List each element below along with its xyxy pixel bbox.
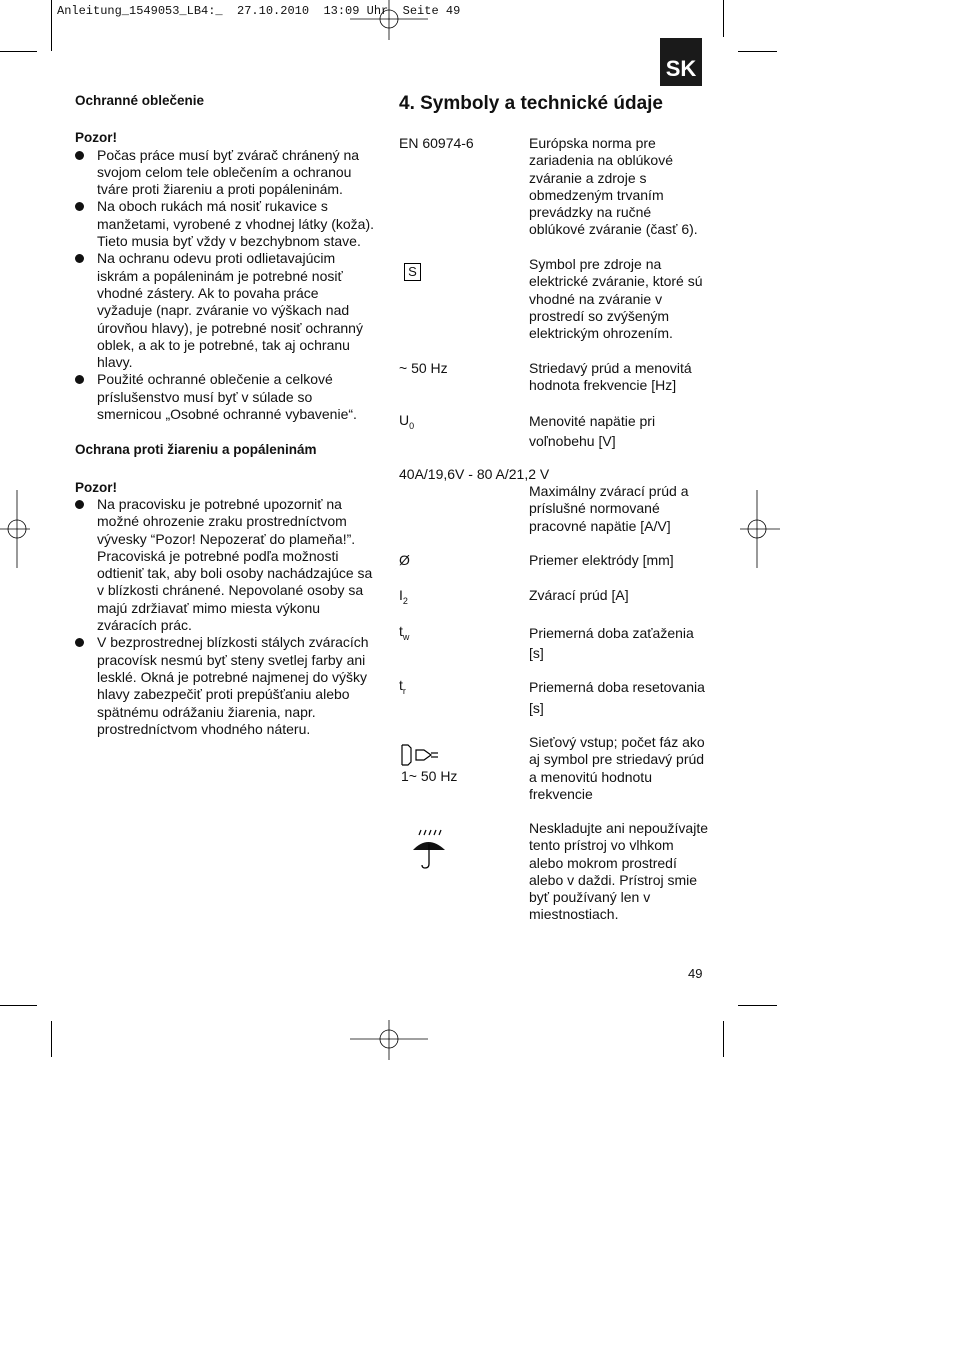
crop-mark xyxy=(738,1005,777,1006)
desc-mains: Sieťový vstup; počet fáz ako aj symbol pre striedavý prúd a menovitú hodnotu frekvencie xyxy=(529,734,705,802)
bullet-icon xyxy=(75,254,84,263)
symbol-range: 40A/19,6V - 80 A/21,2 V xyxy=(399,466,550,482)
desc-s: Symbol pre zdroje na elektrické zváranie, ktoré sú vhodné na zváranie v prostredí so zvýšeným elektrickým ohrozením. xyxy=(529,256,703,342)
symbol-s-icon: S xyxy=(404,263,421,281)
desc-range: Maximálny zvárací prúd a príslušné normované pracovné napätie [A/V] xyxy=(529,483,689,534)
list-item: Použité ochranné oblečenie a celkové príslušenstvo musí byť v súlade so smernicou „Osobné ochranné vybavenie“. xyxy=(75,371,375,423)
mains-plug-icon xyxy=(398,744,440,766)
symbol-diameter: Ø xyxy=(399,552,410,568)
desc-hz: Striedavý prúd a menovitá hodnota frekvencie [Hz] xyxy=(529,360,692,394)
bullet-icon xyxy=(75,375,84,384)
print-slug: Anleitung_1549053_LB4:_ 27.10.2010 13:09 Uhr Seite 49 xyxy=(57,4,461,18)
list-item: Na ochranu odevu proti odlietavajúcim iskrám a popáleninám je potrebné nosiť vhodné zástery. Ak to povaha práce vyžaduje (napr. zváranie vo výškach nad úrovňou hlavy), je potrebné nosiť ochranný oblek, a ak to je potrebné, tak aj ochranu hlavy. xyxy=(75,250,375,371)
bullet-icon xyxy=(75,638,84,647)
clothing-list xyxy=(75,147,375,424)
bullet-icon xyxy=(75,202,84,211)
page-number: 49 xyxy=(688,966,703,981)
registration-mark-right xyxy=(740,490,780,568)
radiation-list xyxy=(75,496,375,738)
registration-mark-top xyxy=(350,0,428,40)
symbol-en: EN 60974-6 xyxy=(399,135,474,151)
desc-tr: Priemerná doba resetovania [s] xyxy=(529,679,705,716)
crop-mark xyxy=(0,1005,37,1006)
bullet-icon xyxy=(75,151,84,160)
symbol-tw: $t_w$ xyxy=(399,623,410,642)
warning-label: Pozor! xyxy=(75,479,117,495)
crop-mark xyxy=(738,51,777,52)
crop-mark xyxy=(51,0,52,51)
symbol-i2: $I_2$ xyxy=(399,587,408,606)
list-item: Na pracovisku je potrebné upozorniť na možné ohrozenie zraku prostredníctvom vývesky “Pozor! Nepozerať do plameňa!”. Pracoviská je potrebné podľa možnosti odtieniť tak, aby boli osoby nachádzajúce sa v blízkosti chránené. Nepovolané osoby sa majú zdržiavať mimo miesta výkonu zváracích prác. xyxy=(75,496,375,634)
symbol-hz: ~ 50 Hz xyxy=(399,360,448,376)
desc-u0: Menovité napätie pri voľnobehu [V] xyxy=(529,413,656,449)
crop-mark xyxy=(723,0,724,37)
symbol-tr: $t_r$ xyxy=(399,677,406,696)
list-item: Počas práce musí byť zvárač chránený na svojom celom tele oblečením a ochranou tváre proti žiareniu a proti popáleninám. xyxy=(75,147,375,199)
symbol-u0: $U_0$ xyxy=(399,412,415,431)
language-badge: SK xyxy=(660,38,702,86)
crop-mark xyxy=(723,1021,724,1057)
registration-mark-left xyxy=(0,490,30,568)
left-column xyxy=(75,92,375,738)
umbrella-rain-icon xyxy=(410,828,450,870)
warning-label: Pozor! xyxy=(75,130,117,146)
desc-diameter: Priemer elektródy [mm] xyxy=(529,552,674,568)
section-heading-clothing: Ochranné oblečenie xyxy=(75,93,205,108)
desc-tw: Priemerná doba zaťaženia [s] xyxy=(529,625,694,661)
list-item: Na oboch rukách má nosiť rukavice s manžetami, vyrobené z vhodnej látky (koža). Tieto musia byť vždy v bezchybnom stave. xyxy=(75,198,375,250)
page-title: 4. Symboly a technické údaje xyxy=(399,93,663,114)
desc-en: Európska norma pre zariadenia na oblúkové zváranie a zdroje s obmedzeným trvaním prevádzky na ručné oblúkové zváranie (časť 6). xyxy=(529,135,698,238)
bullet-icon xyxy=(75,500,84,509)
desc-rain: Neskladujte ani nepoužívajte tento prístroj vo vlhkom alebo mokrom prostredí alebo v daždi. Prístroj smie byť používaný len v miestnostiach. xyxy=(529,820,709,923)
symbol-mains: 1~ 50 Hz xyxy=(401,768,458,784)
crop-mark xyxy=(0,51,37,52)
desc-i2: Zvárací prúd [A] xyxy=(529,587,629,603)
registration-mark-bottom xyxy=(350,1020,428,1060)
list-item: V bezprostrednej blízkosti stálych zváracích pracovísk nesmú byť steny svetlej farby ani lesklé. Okná je potrebné najmenej do výšky hlavy zabezpečiť proti prepúšťaniu alebo spätnému odrážaniu žiarenia, napr. prostredníctvom vhodného náteru. xyxy=(75,634,375,738)
section-heading-radiation: Ochrana proti žiareniu a popáleninám xyxy=(75,442,317,458)
crop-mark xyxy=(51,1021,52,1057)
